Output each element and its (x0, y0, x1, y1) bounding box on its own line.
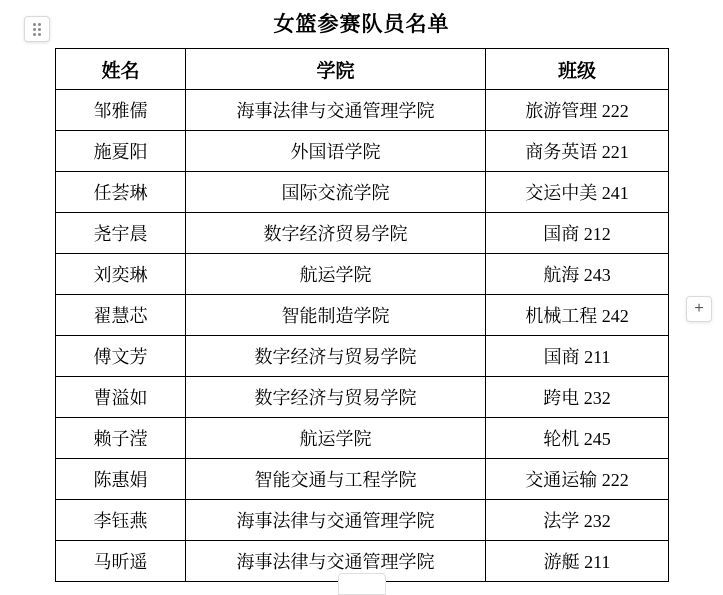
cell-college: 数字经济贸易学院 (186, 213, 486, 254)
cell-name: 施夏阳 (56, 131, 186, 172)
cell-name: 马昕遥 (56, 541, 186, 582)
table-row (56, 131, 669, 172)
cell-class: 跨电 232 (486, 377, 669, 418)
cell-college: 国际交流学院 (186, 172, 486, 213)
cell-college: 外国语学院 (186, 131, 486, 172)
roster-table-container (0, 48, 723, 582)
table-row (56, 213, 669, 254)
column-header-class: 班级 (486, 49, 669, 90)
cell-college: 航运学院 (186, 254, 486, 295)
cell-name: 赖子滢 (56, 418, 186, 459)
cell-class: 航海 243 (486, 254, 669, 295)
table-row (56, 418, 669, 459)
cell-college: 智能制造学院 (186, 295, 486, 336)
table-row (56, 500, 669, 541)
cell-class: 交运中美 241 (486, 172, 669, 213)
cell-college: 智能交通与工程学院 (186, 459, 486, 500)
table-header-row (56, 49, 669, 90)
cell-class: 国商 211 (486, 336, 669, 377)
cell-college: 数字经济与贸易学院 (186, 336, 486, 377)
cell-class: 旅游管理 222 (486, 90, 669, 131)
page-title: 女篮参赛队员名单 (273, 12, 450, 36)
cell-name: 尧宇晨 (56, 213, 186, 254)
cell-name: 陈惠娟 (56, 459, 186, 500)
cell-class: 法学 232 (486, 500, 669, 541)
cell-class: 商务英语 221 (486, 131, 669, 172)
cell-college: 海事法律与交通管理学院 (186, 500, 486, 541)
plus-icon: + (694, 300, 704, 317)
table-row (56, 295, 669, 336)
table-row (56, 90, 669, 131)
cell-name: 邹雅儒 (56, 90, 186, 131)
table-row (56, 377, 669, 418)
add-button[interactable] (686, 296, 712, 322)
cell-name: 傅文芳 (56, 336, 186, 377)
cell-name: 任荟琳 (56, 172, 186, 213)
column-header-college: 学院 (186, 49, 486, 90)
table-row (56, 336, 669, 377)
cell-class: 轮机 245 (486, 418, 669, 459)
cell-name: 翟慧芯 (56, 295, 186, 336)
cell-class: 国商 212 (486, 213, 669, 254)
cell-college: 海事法律与交通管理学院 (186, 541, 486, 582)
cell-class: 交通运输 222 (486, 459, 669, 500)
cell-college: 数字经济与贸易学院 (186, 377, 486, 418)
roster-table (55, 48, 669, 582)
cell-class: 机械工程 242 (486, 295, 669, 336)
table-row (56, 172, 669, 213)
table-row (56, 254, 669, 295)
cell-name: 刘奕琳 (56, 254, 186, 295)
cell-name: 李钰燕 (56, 500, 186, 541)
drag-handle-button[interactable] (24, 16, 50, 42)
column-header-name: 姓名 (56, 49, 186, 90)
table-row (56, 459, 669, 500)
bottom-toolbar-chip[interactable] (338, 573, 386, 595)
cell-name: 曹溢如 (56, 377, 186, 418)
cell-college: 航运学院 (186, 418, 486, 459)
grid-dots-icon (33, 23, 41, 36)
cell-college: 海事法律与交通管理学院 (186, 90, 486, 131)
cell-class: 游艇 211 (486, 541, 669, 582)
